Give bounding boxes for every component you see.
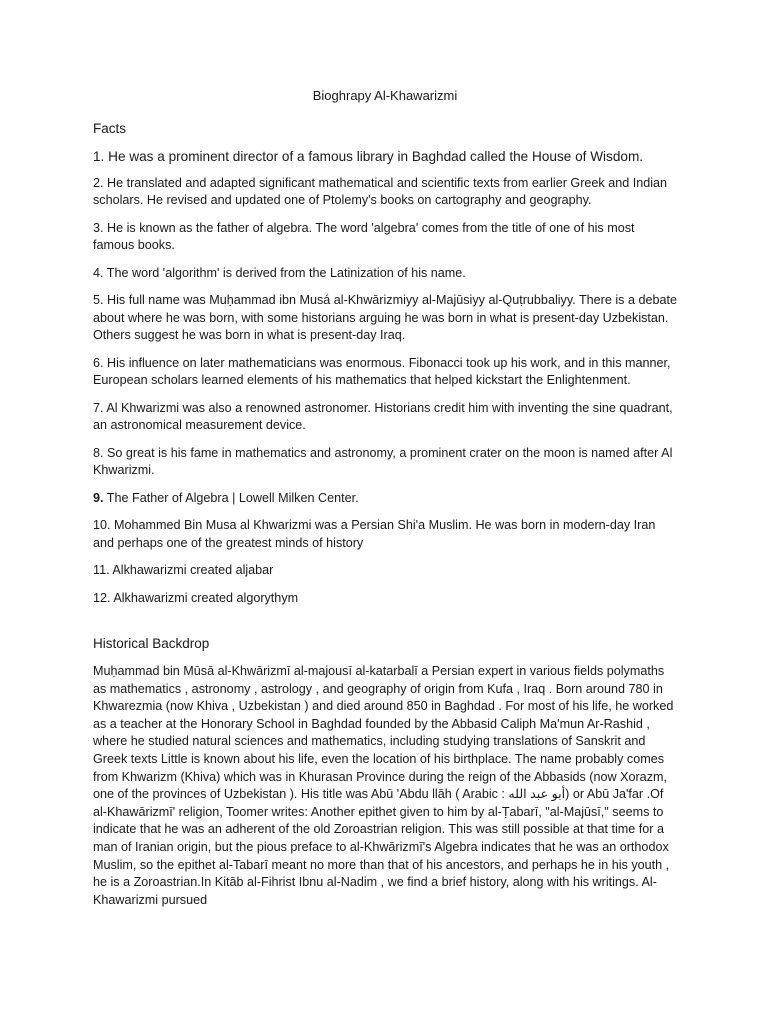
fact-number: 12. xyxy=(93,590,111,605)
fact-text: Al Khwarizmi was also a renowned astronomer. Historians credit him with inventing the sine quadrant, an astronomical measurement device. xyxy=(93,400,673,432)
backdrop-heading: Historical Backdrop xyxy=(93,636,210,651)
fact-5 xyxy=(93,292,677,345)
fact-number: 9. xyxy=(93,490,104,505)
facts-list xyxy=(93,148,677,607)
fact-text: The word 'algorithm' is derived from the Latinization of his name. xyxy=(106,265,466,280)
document-page xyxy=(93,86,677,909)
fact-10 xyxy=(93,517,677,552)
fact-9 xyxy=(93,490,677,508)
fact-number: 5. xyxy=(93,293,104,307)
fact-number: 4. xyxy=(93,265,104,280)
fact-7 xyxy=(93,400,677,435)
fact-number: 8. xyxy=(93,445,104,460)
fact-text: He is known as the father of algebra. The word 'algebra' comes from the title of one of his most famous books. xyxy=(93,220,635,252)
fact-3 xyxy=(93,220,677,255)
fact-1 xyxy=(93,148,677,166)
fact-text: So great is his fame in mathematics and astronomy, a prominent crater on the moon is named after Al Khwarizmi. xyxy=(93,445,673,477)
fact-text: He was a prominent director of a famous library in Baghdad called the House of Wisdom. xyxy=(108,149,644,164)
fact-text: Alkhawarizmi created aljabar xyxy=(112,563,274,577)
fact-number: 11. xyxy=(93,563,110,577)
fact-text: His full name was Muḥammad ibn Musá al-Khwārizmiyy al-Majūsiyy al-Quṭrubbaliyy. There is a debate about where he was born, with some historians arguing he was born in what is present-day Uzbekistan. Others suggest he was born in what is present-day Iraq. xyxy=(93,293,677,342)
fact-text: The Father of Algebra | Lowell Milken Center. xyxy=(106,490,359,505)
fact-8 xyxy=(93,445,677,480)
fact-number: 10. xyxy=(93,518,111,532)
fact-text: His influence on later mathematicians was enormous. Fibonacci took up his work, and in this manner, European scholars learned elements of his mathematics that helped kickstart the Enlightenment. xyxy=(93,355,671,387)
fact-number: 6. xyxy=(93,355,104,370)
fact-12 xyxy=(93,590,677,608)
fact-2 xyxy=(93,175,677,210)
fact-text: Mohammed Bin Musa al Khwarizmi was a Persian Shi'a Muslim. He was born in modern-day Iran and perhaps one of the greatest minds of history xyxy=(93,518,656,550)
fact-text: Alkhawarizmi created algorythym xyxy=(113,590,299,605)
fact-number: 1. xyxy=(93,149,105,164)
backdrop-paragraph: Muḥammad bin Mūsā al-Khwārizmī al-majousī al-katarbalī a Persian expert in various fields polymaths as mathematics , astronomy , astrology , and geography of origin from Kufa , Iraq . Born around 780 in Khwarezmia (now Khiva , Uzbekistan ) and died around 850 in Baghdad . For most of his life, he worked as a teacher at the Honorary School in Baghdad founded by the Abbasid Caliph Ma'mun Ar-Rashid , where he studied natural sciences and mathematics, including studying translations of Sanskrit and Greek texts Little is known about his life, even the location of his birthplace. The name probably comes from Khwarizm (Khiva) which was in Khurasan Province during the reign of the Abbasids (now Xorazm, one of the provinces of Uzbekistan ). His title was Abū 'Abdu llāh ( Arabic : أبو عبد الله) or Abū Ja'far .Of al-Khawārizmī' religion, Toomer writes: Another epithet given to him by al-Ṭabarī, "al-Majūsī," seems to indicate that he was an adherent of the old Zoroastrian religion. This was still possible at that time for a man of Iranian origin, but the pious preface to al-Khwārizmī's Algebra indicates that he was an orthodox Muslim, so the epithet al-Tabarī meant no more than that of his ancestors, and perhaps he in his youth , he is a Zoroastrian.In Kitāb al-Fihrist Ibnu al-Nadim , we find a brief history, along with his writings. Al-Khawarizmi pursued xyxy=(93,664,674,907)
fact-number: 7. xyxy=(93,400,104,415)
facts-heading: Facts xyxy=(93,121,127,136)
fact-6 xyxy=(93,355,677,390)
fact-4 xyxy=(93,265,677,283)
fact-number: 3. xyxy=(93,220,104,235)
fact-text: He translated and adapted significant mathematical and scientific texts from earlier Greek and Indian scholars. He revised and updated one of Ptolemy's books on cartography and geography. xyxy=(93,175,668,207)
fact-11 xyxy=(93,562,677,580)
fact-number: 2. xyxy=(93,175,104,190)
document-title: Bioghrapy Al-Khawarizmi xyxy=(312,88,458,103)
section-spacer xyxy=(93,617,677,635)
